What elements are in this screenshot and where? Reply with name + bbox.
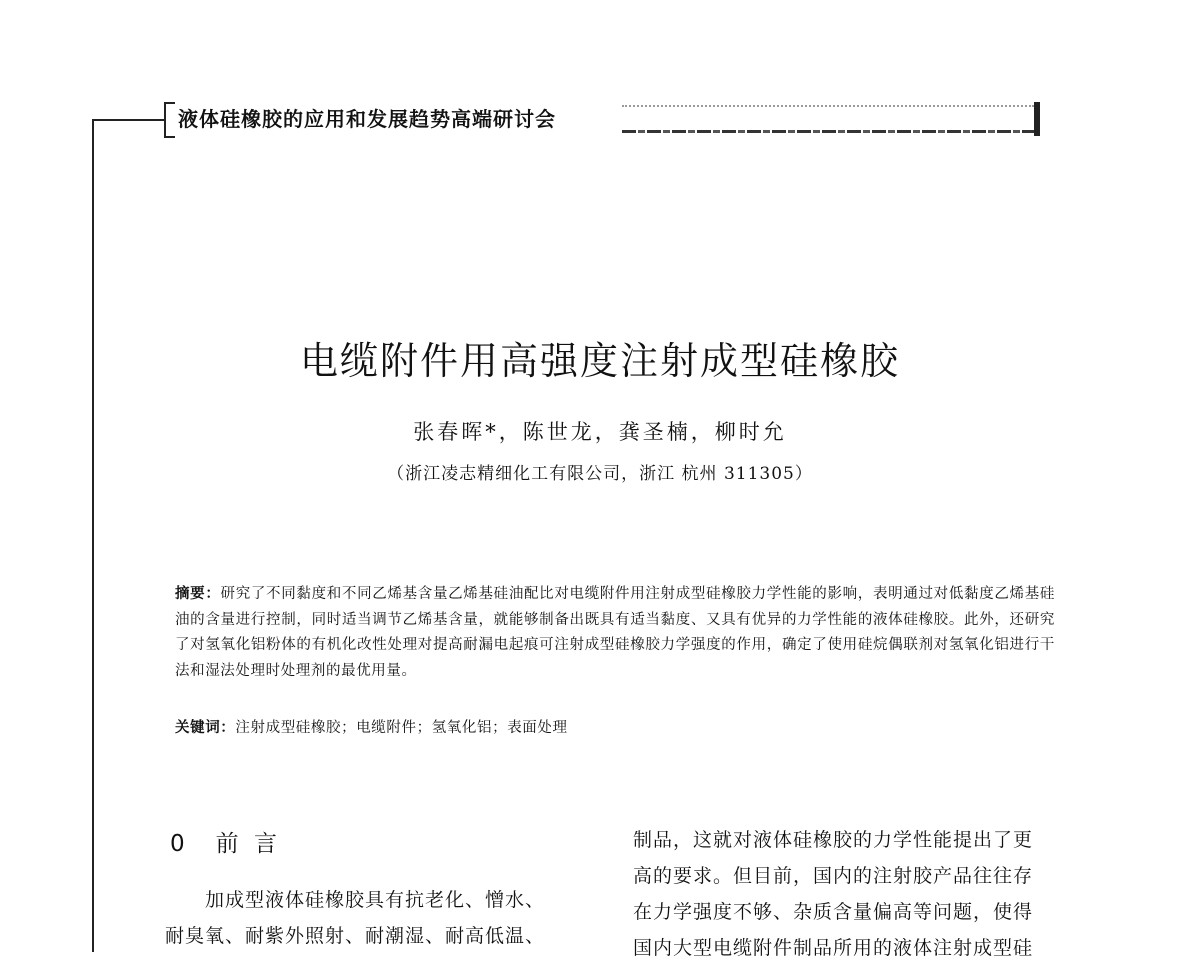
header-strip-bottom-line — [622, 130, 1034, 133]
left-column-line: 加成型液体硅橡胶具有抗老化、憎水、 — [205, 889, 546, 911]
section-heading: 0 前 言 — [170, 831, 281, 857]
right-column — [633, 822, 1053, 966]
right-column-line: 高的要求。但目前，国内的注射胶产品往往存 — [633, 865, 1034, 887]
header-decorative-strip — [622, 102, 1034, 136]
left-column — [165, 882, 595, 954]
header-strip-end-mark — [1034, 102, 1040, 136]
abstract-label: 摘要： — [175, 586, 221, 602]
right-column-line: 在力学强度不够、杂质含量偏高等问题，使得 — [633, 901, 1034, 923]
article-title: 电缆附件用高强度注射成型硅橡胶 — [299, 339, 900, 383]
keywords — [175, 716, 1055, 741]
article-affiliation: （浙江凌志精细化工有限公司，浙江 杭州 311305） — [387, 464, 813, 484]
right-column-line: 国内大型电缆附件制品所用的液体注射成型硅 — [633, 937, 1034, 959]
header-bracket — [164, 102, 175, 138]
header-horizontal-rule — [92, 119, 164, 121]
conference-title: 液体硅橡胶的应用和发展趋势高端研讨会 — [178, 107, 556, 131]
right-column-line: 制品，这就对液体硅橡胶的力学性能提出了更 — [633, 829, 1034, 851]
keywords-text: 注射成型硅橡胶；电缆附件；氢氧化铝；表面处理 — [235, 720, 568, 736]
header-strip-top-line — [622, 105, 1034, 107]
keywords-label: 关键词： — [175, 720, 236, 736]
header-vertical-rule — [92, 120, 94, 952]
left-column-line: 耐臭氧、耐紫外照射、耐潮湿、耐高低温、 — [165, 925, 546, 947]
abstract — [175, 582, 1055, 684]
abstract-text: 研究了不同黏度和不同乙烯基含量乙烯基硅油配比对电缆附件用注射成型硅橡胶力学性能的影响，表明通过对低黏度乙烯基硅油的含量进行控制，同时适当调节乙烯基含量，就能够制备出既具有适当黏度、又具有优异的力学性能的液体硅橡胶。此外，还研究了对氢氧化铝粉体的有机化改性处理对提高耐漏电起痕可注射成型硅橡胶力学强度的作用，确定了使用硅烷偶联剂对氢氧化铝进行干法和湿法处理时处理剂的最优用量。 — [175, 586, 1055, 679]
article-authors: 张春晖*，陈世龙，龚圣楠，柳时允 — [413, 420, 787, 444]
